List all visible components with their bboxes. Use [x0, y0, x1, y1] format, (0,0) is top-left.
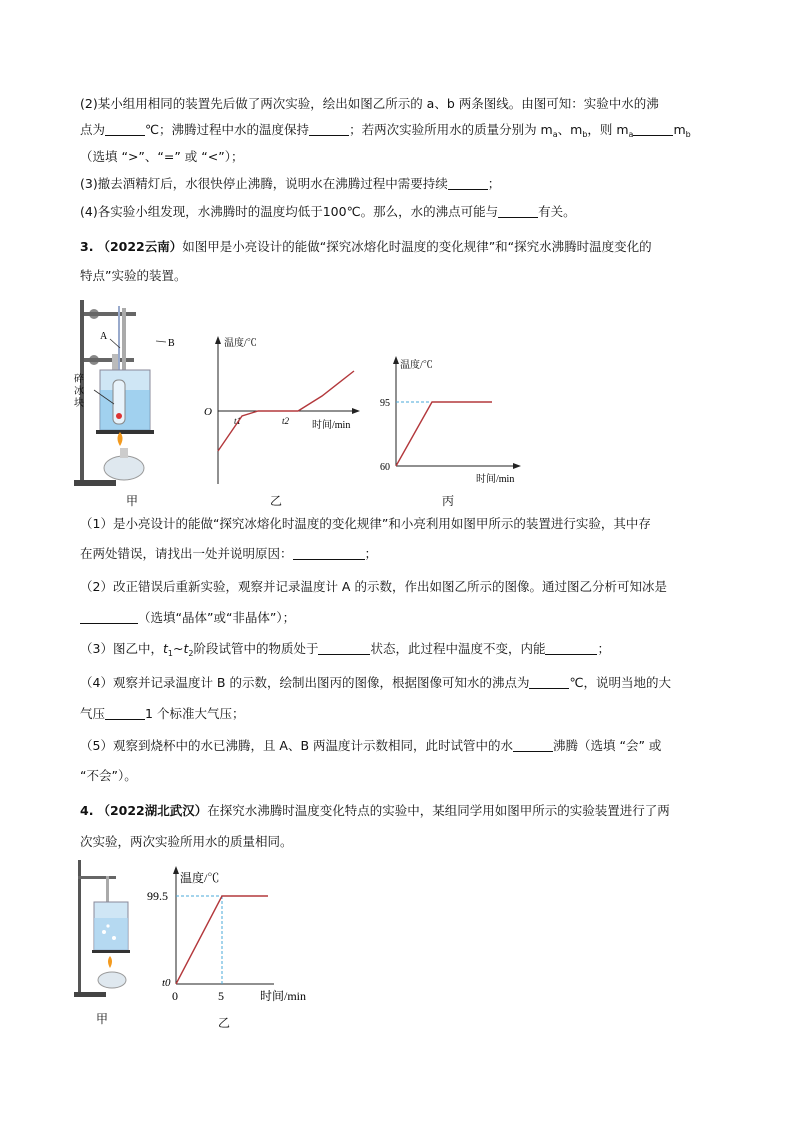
answer-blank[interactable]: [529, 676, 569, 689]
q3-part5-line2: “不会”）。: [80, 768, 137, 783]
answer-blank[interactable]: [80, 611, 138, 624]
fig3-bing-chart: [372, 354, 532, 489]
q3-part5-line1: （5）观察到烧杯中的水已沸腾，且 A、B 两温度计示数相同，此时试管中的水 沸腾（选填 “会” 或: [80, 738, 662, 753]
label-ice-1: 碎: [74, 374, 84, 385]
answer-blank[interactable]: [498, 205, 538, 218]
answer-blank[interactable]: [633, 123, 673, 136]
q3-part2-line2: （选填“晶体”或“非晶体”）；: [80, 610, 295, 626]
answer-blank[interactable]: [448, 177, 488, 190]
label-a: A: [100, 331, 108, 342]
label-b: B: [168, 338, 175, 349]
answer-blank[interactable]: [545, 642, 597, 655]
series-line: [176, 896, 268, 984]
answer-blank[interactable]: [293, 547, 365, 560]
q3-part1-line1: （1）是小亮设计的能做“探究冰熔化时温度的变化规律”和小亮利用如图甲所示的装置进行实验，其中存: [80, 516, 651, 531]
caption-jia: 甲: [126, 494, 139, 508]
caption-yi: 乙: [270, 494, 283, 508]
q3-stem-line2: 特点”实验的装置。: [80, 268, 187, 283]
answer-blank[interactable]: [105, 123, 145, 136]
x-axis-label: 时间/min: [312, 420, 351, 431]
fig3-jia-apparatus: [60, 296, 190, 491]
tick-60: 60: [380, 462, 390, 473]
tick-t0: t0: [162, 977, 171, 989]
caption-jia-4: 甲: [96, 1012, 109, 1026]
answer-blank[interactable]: [318, 642, 370, 655]
q3-stem-line1: 3. （2022云南）如图甲是小亮设计的能做“探究冰熔化时温度的变化规律”和“探究水沸腾时温度变化的: [80, 239, 652, 254]
x-axis-label: 时间/min: [260, 989, 307, 1003]
q4-stem-line1: 4. （2022湖北武汉）在探究水沸腾时温度变化特点的实验中，某组同学用如图甲所示的实验装置进行了两: [80, 803, 670, 818]
caption-yi-4: 乙: [218, 1016, 231, 1030]
tick-t1: t1: [234, 416, 242, 426]
answer-blank[interactable]: [309, 123, 349, 136]
q2-part3: (3)撤去酒精灯后，水很快停止沸腾，说明水在沸腾过程中需要持续 ；: [80, 176, 501, 191]
caption-bing: 丙: [442, 494, 455, 508]
tick-0: 0: [172, 989, 178, 1003]
q2-part2-line3: （选填 “>”、“=” 或 “<”）；: [80, 149, 244, 164]
q3-part3: （3）图乙中，$t_1\sim t_2$阶段试管中的物质处于 状态，此过程中温度不变，内能 ；: [80, 641, 610, 658]
q3-part1-line2: 在两处错误，请找出一处并说明原因： ；: [80, 546, 378, 561]
y-axis-label: 温度/℃: [180, 871, 220, 885]
y-axis-label: 温度/℃: [400, 360, 433, 371]
q3-part4-line2: 气压 1 个标准大气压；: [80, 706, 245, 721]
tick-5: 5: [218, 989, 224, 1003]
q2-part4: (4)各实验小组发现，水沸腾时的温度均低于100℃。那么，水的沸点可能与 有关。: [80, 204, 576, 219]
series-line: [396, 402, 492, 466]
q4-stem-line2: 次实验，两次实验所用水的质量相同。: [80, 834, 293, 849]
fig4-yi-chart: [147, 862, 330, 1007]
answer-blank[interactable]: [513, 739, 553, 752]
fig4-jia-apparatus: [72, 856, 142, 998]
tick-95: 95: [380, 398, 390, 409]
origin-label: O: [204, 406, 212, 418]
q3-part2-line1: （2）改正错误后重新实验，观察并记录温度计 A 的示数，作出如图乙所示的图像。通过图乙分析可知冰是: [80, 579, 667, 594]
tick-99-5: 99.5: [147, 889, 168, 903]
answer-blank[interactable]: [105, 707, 145, 720]
label-ice-2: 冰: [74, 386, 84, 397]
q2-part2-line2: 点为 ℃；沸腾过程中水的温度保持 ；若两次实验所用水的质量分别为 $m_a$、$m_b$，则 $m_a$ $m_b$: [80, 122, 691, 139]
x-axis-label: 时间/min: [476, 474, 515, 485]
y-axis-label: 温度/℃: [224, 338, 257, 349]
fig3-yi-chart: [196, 334, 366, 489]
label-ice-3: 块: [74, 398, 84, 409]
q3-part4-line1: （4）观察并记录温度计 B 的示数，绘制出图丙的图像，根据图像可知水的沸点为 ℃，说明当地的大: [80, 675, 672, 690]
tick-t2: t2: [282, 416, 290, 426]
q2-part2-line1: (2)某小组用相同的装置先后做了两次实验，绘出如图乙所示的 a、b 两条图线。由图可知：实验中水的沸: [80, 96, 659, 111]
